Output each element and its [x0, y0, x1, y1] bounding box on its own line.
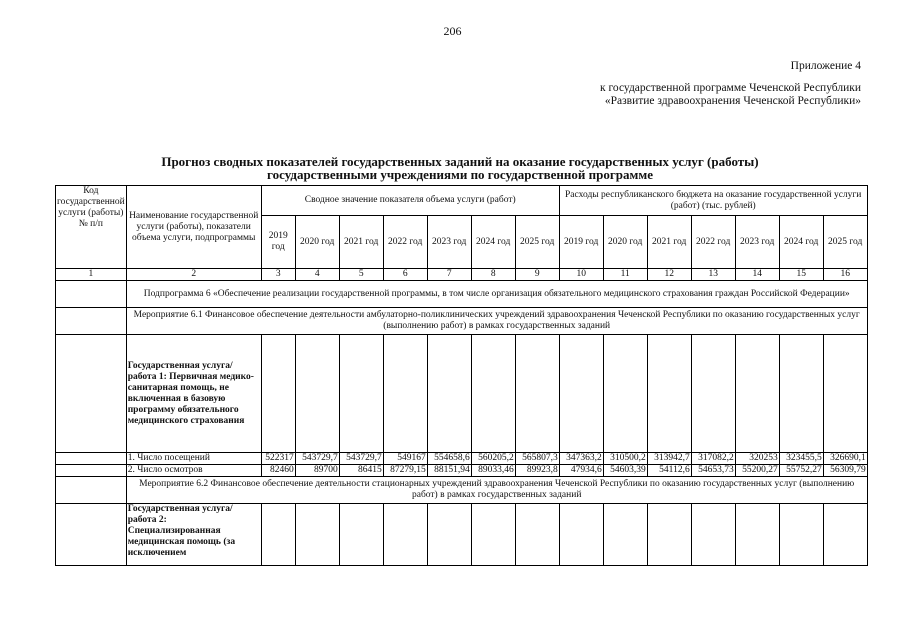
- value-cell: 87279,15: [383, 465, 427, 477]
- value-cell: 310500,2: [603, 453, 647, 465]
- empty-cell: [56, 335, 127, 453]
- column-number: 7: [427, 269, 471, 281]
- service-name: Государственная услуга/работа 2: Специализированная медицинская помощь (за исключением: [126, 504, 261, 566]
- column-number: 16: [823, 269, 867, 281]
- column-number: 15: [779, 269, 823, 281]
- subprogram-row: Подпрограмма 6 «Обеспечение реализации государственной программы, в том числе организация обязательного медицинского страхования граждан Российской Федерации»: [126, 281, 867, 308]
- value-cell: 326690,1: [823, 453, 867, 465]
- header-volume-year: 2024 год: [471, 216, 515, 269]
- value-cell: 313942,7: [647, 453, 691, 465]
- table-row: [56, 453, 868, 465]
- value-cell: 317082,2: [691, 453, 735, 465]
- header-expense-year: 2024 год: [779, 216, 823, 269]
- column-number-row: [56, 269, 868, 281]
- appendix-label: Приложение 4: [790, 60, 861, 72]
- column-number: 14: [735, 269, 779, 281]
- value-cell: 86415: [339, 465, 383, 477]
- header-expense-group: Расходы республиканского бюджета на оказание государственной услуги (работ) (тыс. рублей): [559, 186, 867, 216]
- value-cell: 320253: [735, 453, 779, 465]
- header-expense-year: 2025 год: [823, 216, 867, 269]
- document-title: [40, 155, 880, 181]
- header-expense-year: 2019 год: [559, 216, 603, 269]
- value-cell: 565807,3: [515, 453, 559, 465]
- indicator-label: 1. Число посещений: [126, 453, 261, 465]
- value-cell: 88151,94: [427, 465, 471, 477]
- header-volume-year: 2020 год: [295, 216, 339, 269]
- column-number: 6: [383, 269, 427, 281]
- value-cell: 47934,6: [559, 465, 603, 477]
- empty-cell: [56, 281, 127, 308]
- value-cell: 82460: [261, 465, 295, 477]
- column-number: 1: [56, 269, 127, 281]
- column-number: 13: [691, 269, 735, 281]
- value-cell: 522317: [261, 453, 295, 465]
- value-cell: 56309,79: [823, 465, 867, 477]
- value-cell: 54603,39: [603, 465, 647, 477]
- appendix-program: к государственной программе Чеченской Республики: [600, 82, 861, 94]
- value-cell: 347363,2: [559, 453, 603, 465]
- header-expense-year: 2023 год: [735, 216, 779, 269]
- value-cell: 549167: [383, 453, 427, 465]
- header-expense-year: 2022 год: [691, 216, 735, 269]
- header-volume-group: Сводное значение показателя объема услуги (работ): [261, 186, 559, 216]
- table-row: [56, 465, 868, 477]
- header-code: Код государственной услуги (работы) № п/п: [56, 186, 127, 269]
- appendix-program-name: «Развитие здравоохранения Чеченской Республики»: [604, 95, 861, 107]
- empty-cell: [56, 453, 127, 465]
- value-cell: 54112,6: [647, 465, 691, 477]
- value-cell: 89033,46: [471, 465, 515, 477]
- column-number: 12: [647, 269, 691, 281]
- header-volume-year: 2022 год: [383, 216, 427, 269]
- header-expense-year: 2020 год: [603, 216, 647, 269]
- value-cell: 323455,5: [779, 453, 823, 465]
- column-number: 10: [559, 269, 603, 281]
- page-number: 206: [443, 24, 462, 38]
- empty-cell: [56, 504, 127, 566]
- measure-row: Мероприятие 6.1 Финансовое обеспечение деятельности амбулаторно-поликлинических учреждений здравоохранения Чеченской Республики по оказанию государственных услуг (выполнению работ) в рамках государственных заданий: [126, 308, 867, 335]
- value-cell: 55752,27: [779, 465, 823, 477]
- service-name: Государственная услуга/работа 1: Первичная медико-санитарная помощь, не включенная в базовую программу обязательного медицинского страхования: [126, 335, 261, 453]
- column-number: 5: [339, 269, 383, 281]
- value-cell: 89923,8: [515, 465, 559, 477]
- empty-cell: [56, 477, 127, 504]
- column-number: 3: [261, 269, 295, 281]
- title-line-1: Прогноз сводных показателей государственных заданий на оказание государственных услуг (работы): [161, 154, 759, 169]
- appendix-note: [600, 60, 861, 108]
- value-cell: 55200,27: [735, 465, 779, 477]
- column-number: 2: [126, 269, 261, 281]
- forecast-table: [55, 185, 868, 566]
- empty-cell: [56, 308, 127, 335]
- column-number: 4: [295, 269, 339, 281]
- value-cell: 554658,6: [427, 453, 471, 465]
- column-number: 9: [515, 269, 559, 281]
- column-number: 8: [471, 269, 515, 281]
- title-line-2: государственными учреждениями по государственной программе: [267, 167, 653, 182]
- value-cell: 89700: [295, 465, 339, 477]
- value-cell: 543729,7: [295, 453, 339, 465]
- header-volume-year: 2023 год: [427, 216, 471, 269]
- header-expense-year: 2021 год: [647, 216, 691, 269]
- indicator-label: 2. Число осмотров: [126, 465, 261, 477]
- value-cell: 543729,7: [339, 453, 383, 465]
- header-name: Наименование государственной услуги (работы), показатели объема услуги, подпрограммы: [126, 186, 261, 269]
- measure-row: Мероприятие 6.2 Финансовое обеспечение деятельности стационарных учреждений здравоохранения Чеченской Республики по оказанию государственных услуг (выполнению работ) в рамках государственных заданий: [126, 477, 867, 504]
- header-volume-year: 2021 год: [339, 216, 383, 269]
- header-volume-year: 2019 год: [261, 216, 295, 269]
- column-number: 11: [603, 269, 647, 281]
- empty-cell: [56, 465, 127, 477]
- value-cell: 54653,73: [691, 465, 735, 477]
- header-volume-year: 2025 год: [515, 216, 559, 269]
- value-cell: 560205,2: [471, 453, 515, 465]
